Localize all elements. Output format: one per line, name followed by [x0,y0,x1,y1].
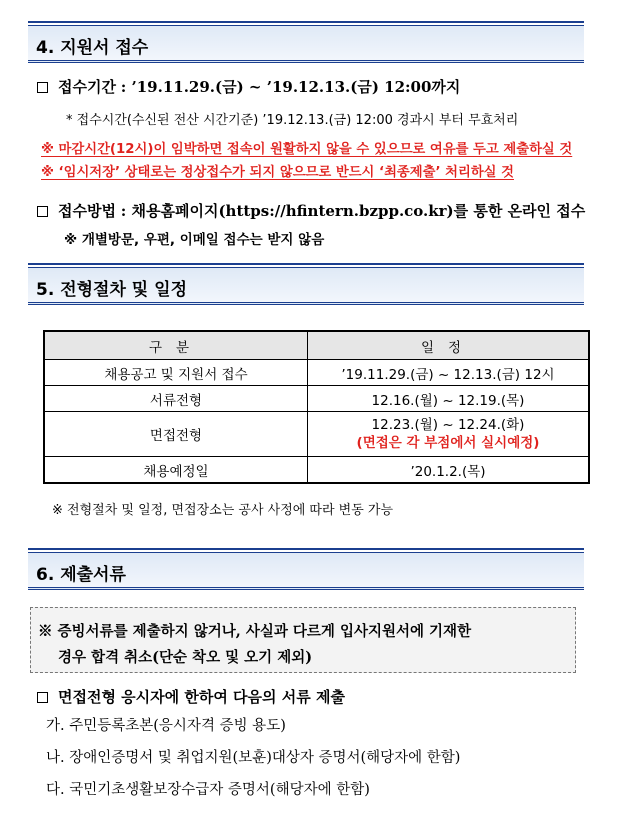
schedule-cell: ’20.1.2.(목) [308,457,590,484]
method-value: : 채용홈페이지(https://hfintern.bzpp.co.kr)를 통한 온라인 접수 [120,202,586,220]
application-method-line [37,200,585,221]
schedule-cell: 12.16.(월) ~ 12.19.(목) [308,386,590,412]
documents-heading: 면접전형 응시자에 한하여 다음의 서류 제출 [58,688,345,706]
table-header-row [44,331,589,360]
notice-line-2: 경우 합격 취소(단순 착오 및 오기 제외) [58,649,313,666]
schedule-note: ※ 전형절차 및 일정, 면접장소는 공사 사정에 따라 변동 가능 [52,503,394,518]
stage-cell: 채용공고 및 지원서 접수 [44,360,308,386]
table-row [44,386,589,412]
interview-location-note: (면접은 각 부점에서 실시예정) [356,435,540,451]
section-5-header [28,267,584,305]
stage-cell: 면접전형 [44,412,308,457]
cancellation-notice-box [30,607,576,673]
section-6-header [28,552,584,590]
document-item: 나. 장애인증명서 및 취업지원(보훈)대상자 증명서(해당자에 한함) [46,750,461,766]
section-6-title: 6. 제출서류 [36,565,126,585]
document-item: 다. 국민기초생활보장수급자 증명서(해당자에 한함) [46,782,370,798]
document-item: 가. 주민등록초본(응시자격 증빙 용도) [46,718,286,734]
stage-cell: 채용예정일 [44,457,308,484]
section-4-header [28,25,584,63]
documents-heading-line [37,686,345,707]
table-row [44,412,589,457]
checkbox-bullet [37,82,48,93]
header-schedule: 일정 [308,331,590,360]
schedule-value: 12.23.(월) ~ 12.24.(화) [371,417,525,433]
period-value: : ’19.11.29.(금) ~ ’19.12.13.(금) 12:00까지 [120,78,461,96]
schedule-cell: ’19.11.29.(금) ~ 12.13.(금) 12시 [308,360,590,386]
method-note: ※ 개별방문, 우편, 이메일 접수는 받지 않음 [64,232,325,248]
table-row [44,360,589,386]
application-period-line [37,76,460,97]
method-label: 접수방법 [58,202,116,220]
header-category: 구분 [44,331,308,360]
period-label: 접수기간 [58,78,116,96]
period-note: * 접수시간(수신된 전산 시간기준) ’19.12.13.(금) 12:00 경과시 부터 무효처리 [66,113,519,128]
checkbox-bullet [37,692,48,703]
section-4-title: 4. 지원서 접수 [36,38,149,58]
notice-line-1: ※ 증빙서류를 제출하지 않거나, 사실과 다르게 입사지원서에 기재한 [38,623,472,640]
schedule-cell [308,412,590,457]
stage-cell: 서류전형 [44,386,308,412]
checkbox-bullet [37,206,48,217]
deadline-warning: ※ 마감시간(12시)이 임박하면 접속이 원활하지 않을 수 있으므로 여유를 두고 제출하실 것 [41,142,573,157]
section-5-title: 5. 전형절차 및 일정 [36,280,187,300]
table-row [44,457,589,484]
schedule-table [43,330,590,484]
temp-save-warning: ※ ‘임시저장’ 상태로는 정상접수가 되지 않으므로 반드시 ‘최종제출’ 처리하실 것 [41,165,514,180]
